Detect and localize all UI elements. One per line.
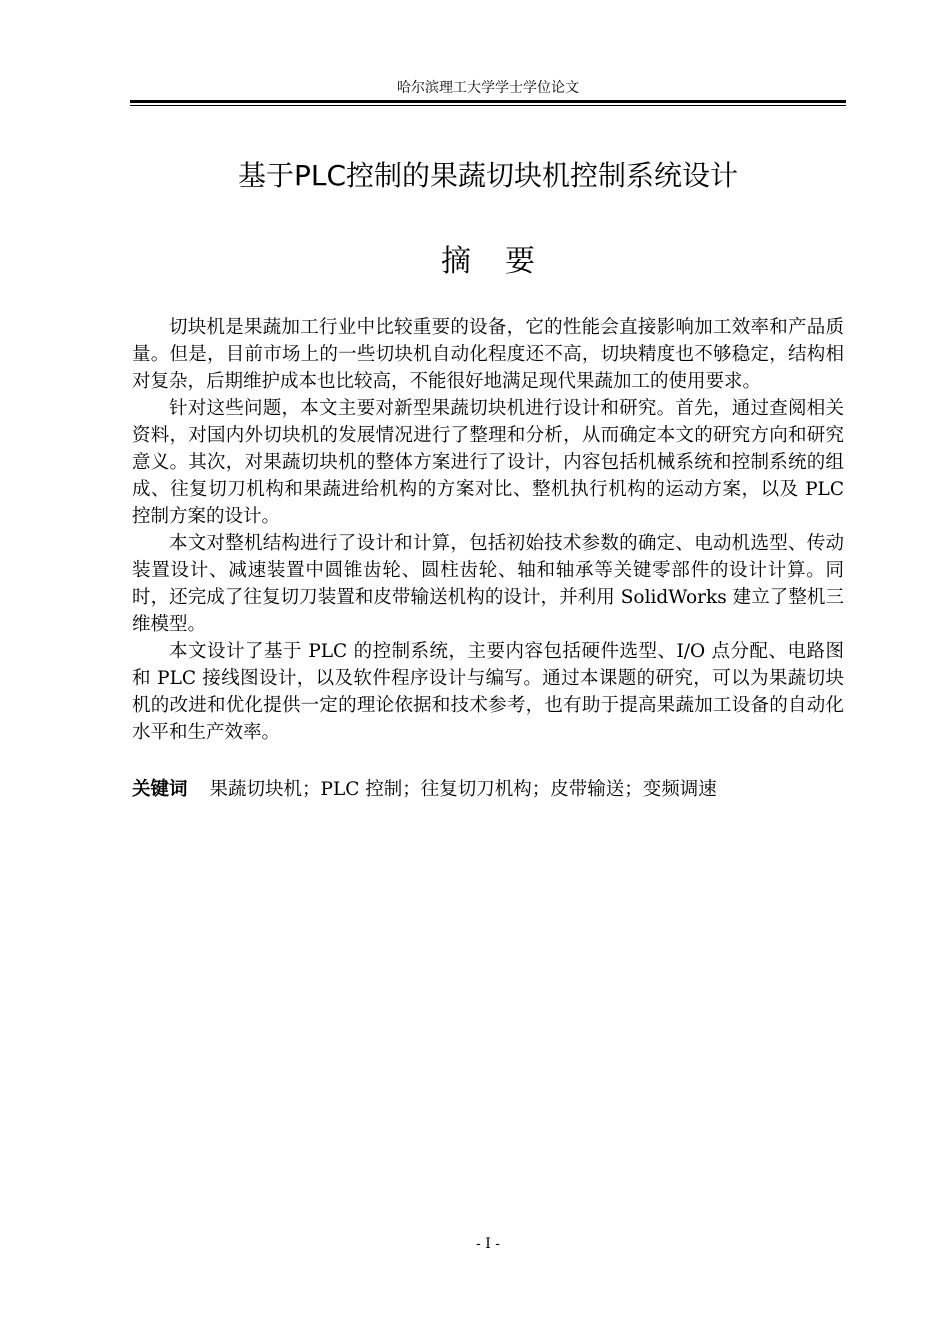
abstract-paragraph: 切块机是果蔬加工行业中比较重要的设备，它的性能会直接影响加工效率和产品质量。但是，目前市场上的一些切块机自动化程度还不高，切块精度也不够稳定，结构相对复杂，后期维护成本也比较高，不能很好地满足现代果蔬加工的使用要求。 xyxy=(132,317,844,392)
header-rule-thick xyxy=(130,100,846,103)
abstract-paragraph: 本文对整机结构进行了设计和计算，包括初始技术参数的确定、电动机选型、传动装置设计、减速装置中圆锥齿轮、圆柱齿轮、轴和轴承等关键零部件的设计计算。同时，还完成了往复切刀装置和皮带输送机构的设计，并利用 SolidWorks 建立了整机三维模型。 xyxy=(132,533,844,635)
page-number: - I - xyxy=(476,1236,500,1252)
header-rule-thin xyxy=(130,105,846,106)
keywords-line xyxy=(132,776,844,803)
abstract-paragraph: 本文设计了基于 PLC 的控制系统，主要内容包括硬件选型、I/O 点分配、电路图和 PLC 接线图设计，以及软件程序设计与编写。通过本课题的研究，可以为果蔬切块机的改进和优化提供一定的理论依据和技术参考，也有助于提高果蔬加工设备的自动化水平和生产效率。 xyxy=(132,641,844,743)
abstract-heading: 摘要 xyxy=(441,244,569,279)
document-title: 基于PLC控制的果蔬切块机控制系统设计 xyxy=(237,159,739,192)
abstract-paragraph: 针对这些问题，本文主要对新型果蔬切块机进行设计和研究。首先，通过查阅相关资料，对国内外切块机的发展情况进行了整理和分析，从而确定本文的研究方向和研究意义。其次，对果蔬切块机的整体方案进行了设计，内容包括机械系统和控制系统的组成、往复切刀机构和果蔬进给机构的方案对比、整机执行机构的运动方案，以及 PLC 控制方案的设计。 xyxy=(132,398,844,527)
keywords-text: 果蔬切块机；PLC 控制；往复切刀机构；皮带输送；变频调速 xyxy=(209,779,717,800)
running-header: 哈尔滨理工大学学士学位论文 xyxy=(397,80,579,96)
keywords-label: 关键词 xyxy=(132,779,188,800)
abstract-body xyxy=(132,314,844,746)
